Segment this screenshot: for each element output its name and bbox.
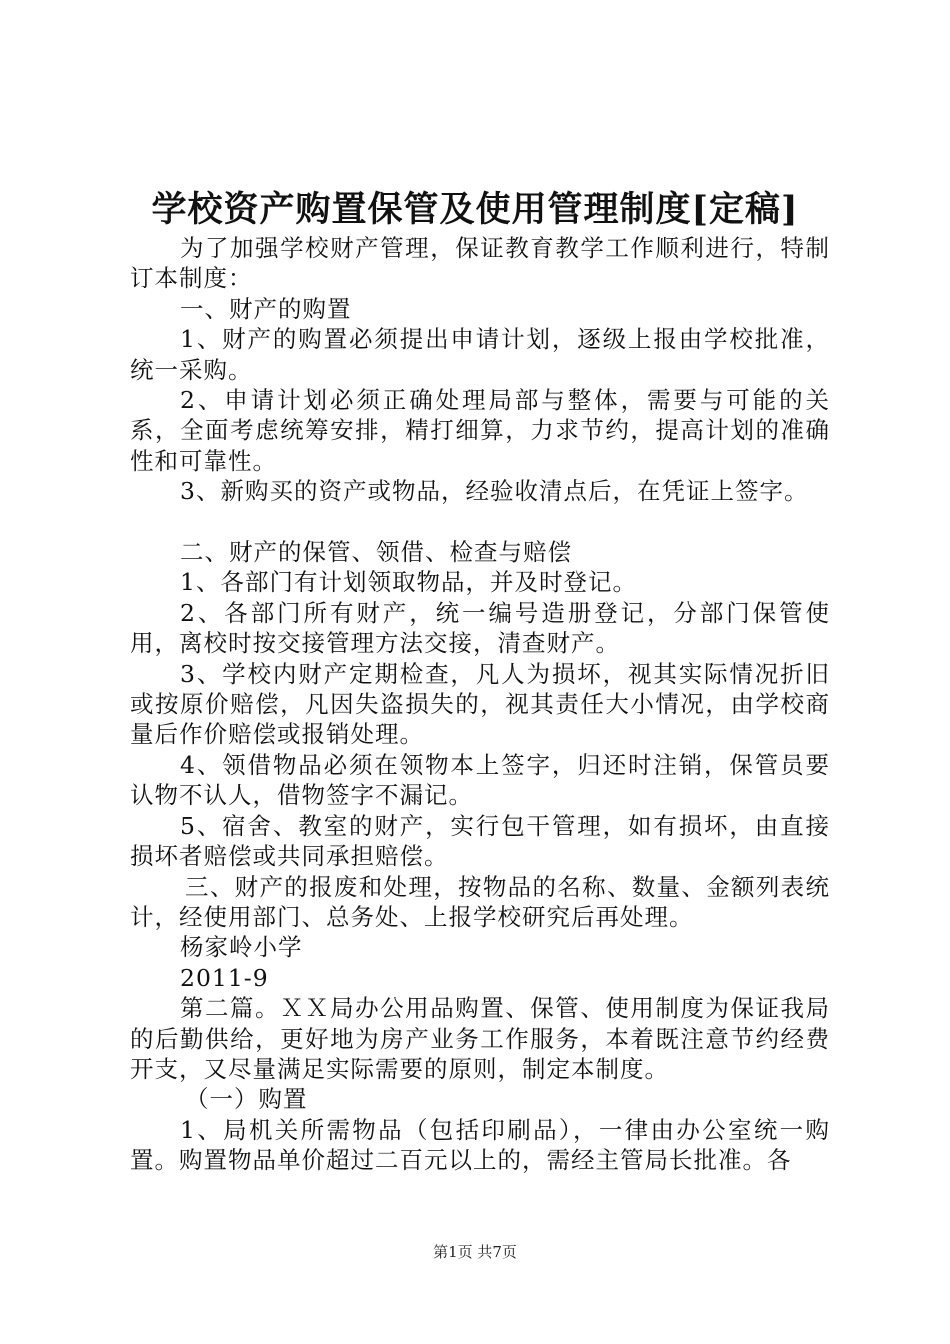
document-body (130, 233, 830, 1176)
paragraph: 1、财产的购置必须提出申请计划，逐级上报由学校批准，统一采购。 (130, 325, 830, 384)
paragraph: 5、宿舍、教室的财产，实行包干管理，如有损坏，由直接损坏者赔偿或共同承担赔偿。 (130, 811, 830, 871)
paragraph: 3、新购买的资产或物品，经验收清点后，在凭证上签字。 (180, 477, 809, 506)
subsection-heading-purchase: （一）购置 (185, 1085, 308, 1114)
paragraph: 2、申请计划必须正确处理局部与整体，需要与可能的关系，全面考虑统筹安排，精打细算，力求节约，提高计划的准确性和可靠性。 (130, 386, 830, 475)
section-heading-custody: 二、财产的保管、领借、检查与赔偿 (180, 538, 572, 567)
intro-paragraph: 为了加强学校财产管理，保证教育教学工作顺利进行，特制订本制度： (130, 234, 830, 293)
paragraph: 4、领借物品必须在领物本上签字，归还时注销，保管员要认物不认人，借物签字不漏记。 (130, 750, 830, 810)
page-footer: 第1页 共7页 (433, 1243, 517, 1261)
section-heading-disposal: 三、财产的报废和处理，按物品的名称、数量、金额列表统计，经使用部门、总务处、上报学校研究后再处理。 (130, 872, 830, 931)
section-heading-purchase: 一、财产的购置 (180, 294, 352, 323)
document-title: 学校资产购置保管及使用管理制度[定稿] (151, 189, 799, 230)
second-article-intro: 第二篇。ＸＸ局办公用品购置、保管、使用制度为保证我局的后勤供给，更好地为房产业务工作服务，本着既注意节约经费开支，又尽量满足实际需要的原则，制定本制度。 (130, 994, 830, 1083)
paragraph: 1、局机关所需物品（包括印刷品），一律由办公室统一购置。购置物品单价超过二百元以上的，需经主管局长批准。各 (130, 1115, 830, 1175)
signature-date: 2011-9 (180, 963, 269, 992)
paragraph: 3、学校内财产定期检查，凡人为损坏，视其实际情况折旧或按原价赔偿，凡因失盗损失的，视其责任大小情况，由学校商量后作价赔偿或报销处理。 (130, 659, 830, 749)
blank-line (130, 507, 830, 537)
paragraph: 2、各部门所有财产，统一编号造册登记，分部门保管使用，离校时按交接管理方法交接，清查财产。 (130, 598, 830, 658)
paragraph: 1、各部门有计划领取物品，并及时登记。 (180, 568, 637, 597)
signature-school: 杨家岭小学 (180, 933, 303, 962)
